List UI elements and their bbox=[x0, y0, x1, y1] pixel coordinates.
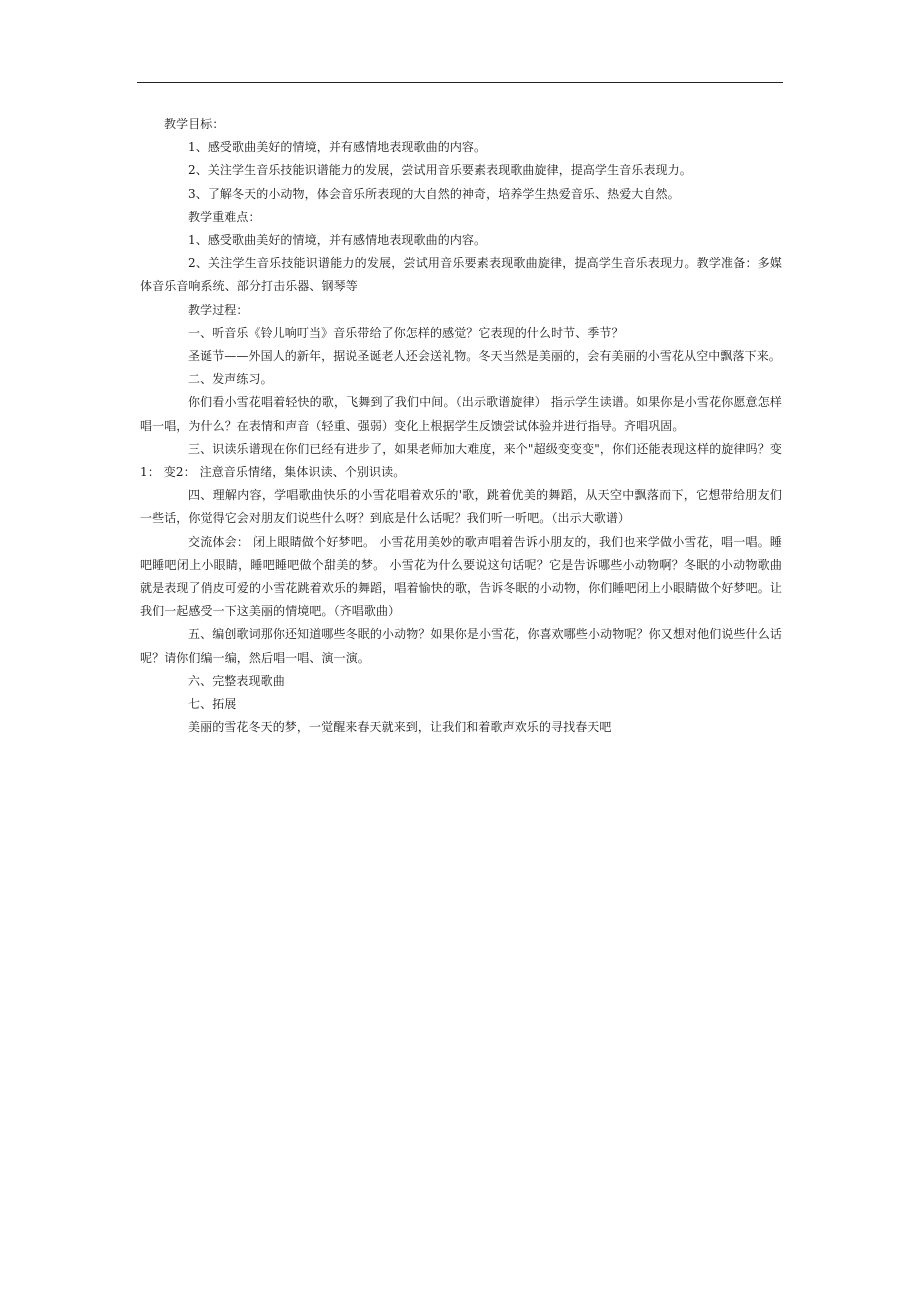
header-rule bbox=[137, 82, 783, 83]
section-heading-objectives: 教学目标： bbox=[164, 117, 225, 131]
objective-item-2: 2、关注学生音乐技能识谱能力的发展，尝试用音乐要素表现歌曲旋律，提高学生音乐表现力。 bbox=[188, 163, 692, 178]
process-step-4: 四、理解内容，学唱歌曲快乐的小雪花唱着欢乐的'歌，跳着优美的舞蹈，从天空中飘落而下，它想带给朋友们一些话，你觉得它会对朋友们说些什么呀？到底是什么话呢？我们听一听吧。（出示大歌谱） bbox=[140, 488, 782, 526]
process-step-1-detail: 圣诞节——外国人的新年，据说圣诞老人还会送礼物。冬天当然是美丽的，会有美丽的小雪花从空中飘落下来。 bbox=[188, 349, 781, 364]
key-point-item-2: 2、关注学生音乐技能识谱能力的发展，尝试用音乐要素表现歌曲旋律，提高学生音乐表现力。教学准备：多媒体音乐音响系统、部分打击乐器、钢琴等 bbox=[140, 256, 782, 294]
process-step-3: 三、识读乐谱现在你们已经有进步了，如果老师加大难度，来个"超级变变变"，你们还能表现这样的旋律吗？变1： 变2： 注意音乐情绪，集体识读、个别识读。 bbox=[140, 441, 782, 480]
document-body bbox=[140, 113, 782, 739]
process-step-6: 六、完整表现歌曲 bbox=[188, 673, 285, 688]
section-heading-key-points: 教学重难点： bbox=[188, 209, 261, 224]
objective-item-3: 3、了解冬天的小动物，体会音乐所表现的大自然的神奇，培养学生热爱音乐、热爱大自然。 bbox=[188, 186, 680, 201]
closing-line: 美丽的雪花冬天的梦，一觉醒来春天就来到，让我们和着歌声欢乐的寻找春天吧 bbox=[188, 720, 612, 735]
key-point-item-1: 1、感受歌曲美好的情境，并有感情地表现歌曲的内容。 bbox=[188, 233, 487, 248]
objective-item-1: 1、感受歌曲美好的情境，并有感情地表现歌曲的内容。 bbox=[188, 140, 487, 155]
section-heading-process: 教学过程： bbox=[188, 302, 249, 317]
process-step-7: 七、拓展 bbox=[188, 697, 237, 712]
process-step-2-detail: 你们看小雪花唱着轻快的歌，飞舞到了我们中间。（出示歌谱旋律） 指示学生读谱。如果你是小雪花你愿意怎样唱一唱，为什么？在表情和声音（轻重、强弱）变化上根据学生反馈尝试体验并进行指导。齐唱巩固。 bbox=[140, 395, 782, 433]
process-step-5: 五、编创歌词那你还知道哪些冬眠的小动物？如果你是小雪花，你喜欢哪些小动物呢？你又想对他们说些什么话呢？请你们编一编，然后唱一唱、演一演。 bbox=[140, 627, 782, 665]
process-step-1: 一、听音乐《铃儿响叮当》音乐带给了你怎样的感觉？它表现的什么时节、季节？ bbox=[188, 325, 624, 340]
process-step-4-discussion: 交流体会： 闭上眼睛做个好梦吧。 小雪花用美妙的歌声唱着告诉小朋友的，我们也来学做小雪花，唱一唱。睡吧睡吧闭上小眼睛，睡吧睡吧做个甜美的梦。 小雪花为什么要说这句话呢？它是告诉哪些小动物啊？冬眠的小动物歌曲就是表现了俏皮可爱的小雪花跳着欢乐的舞蹈，唱着愉快的歌，告诉冬眠的小动物，你们睡吧闭上小眼睛做个好梦吧。让我们一起感受一下这美丽的情境吧。（齐唱歌曲） bbox=[140, 534, 782, 619]
process-step-2: 二、发声练习。 bbox=[188, 372, 273, 387]
